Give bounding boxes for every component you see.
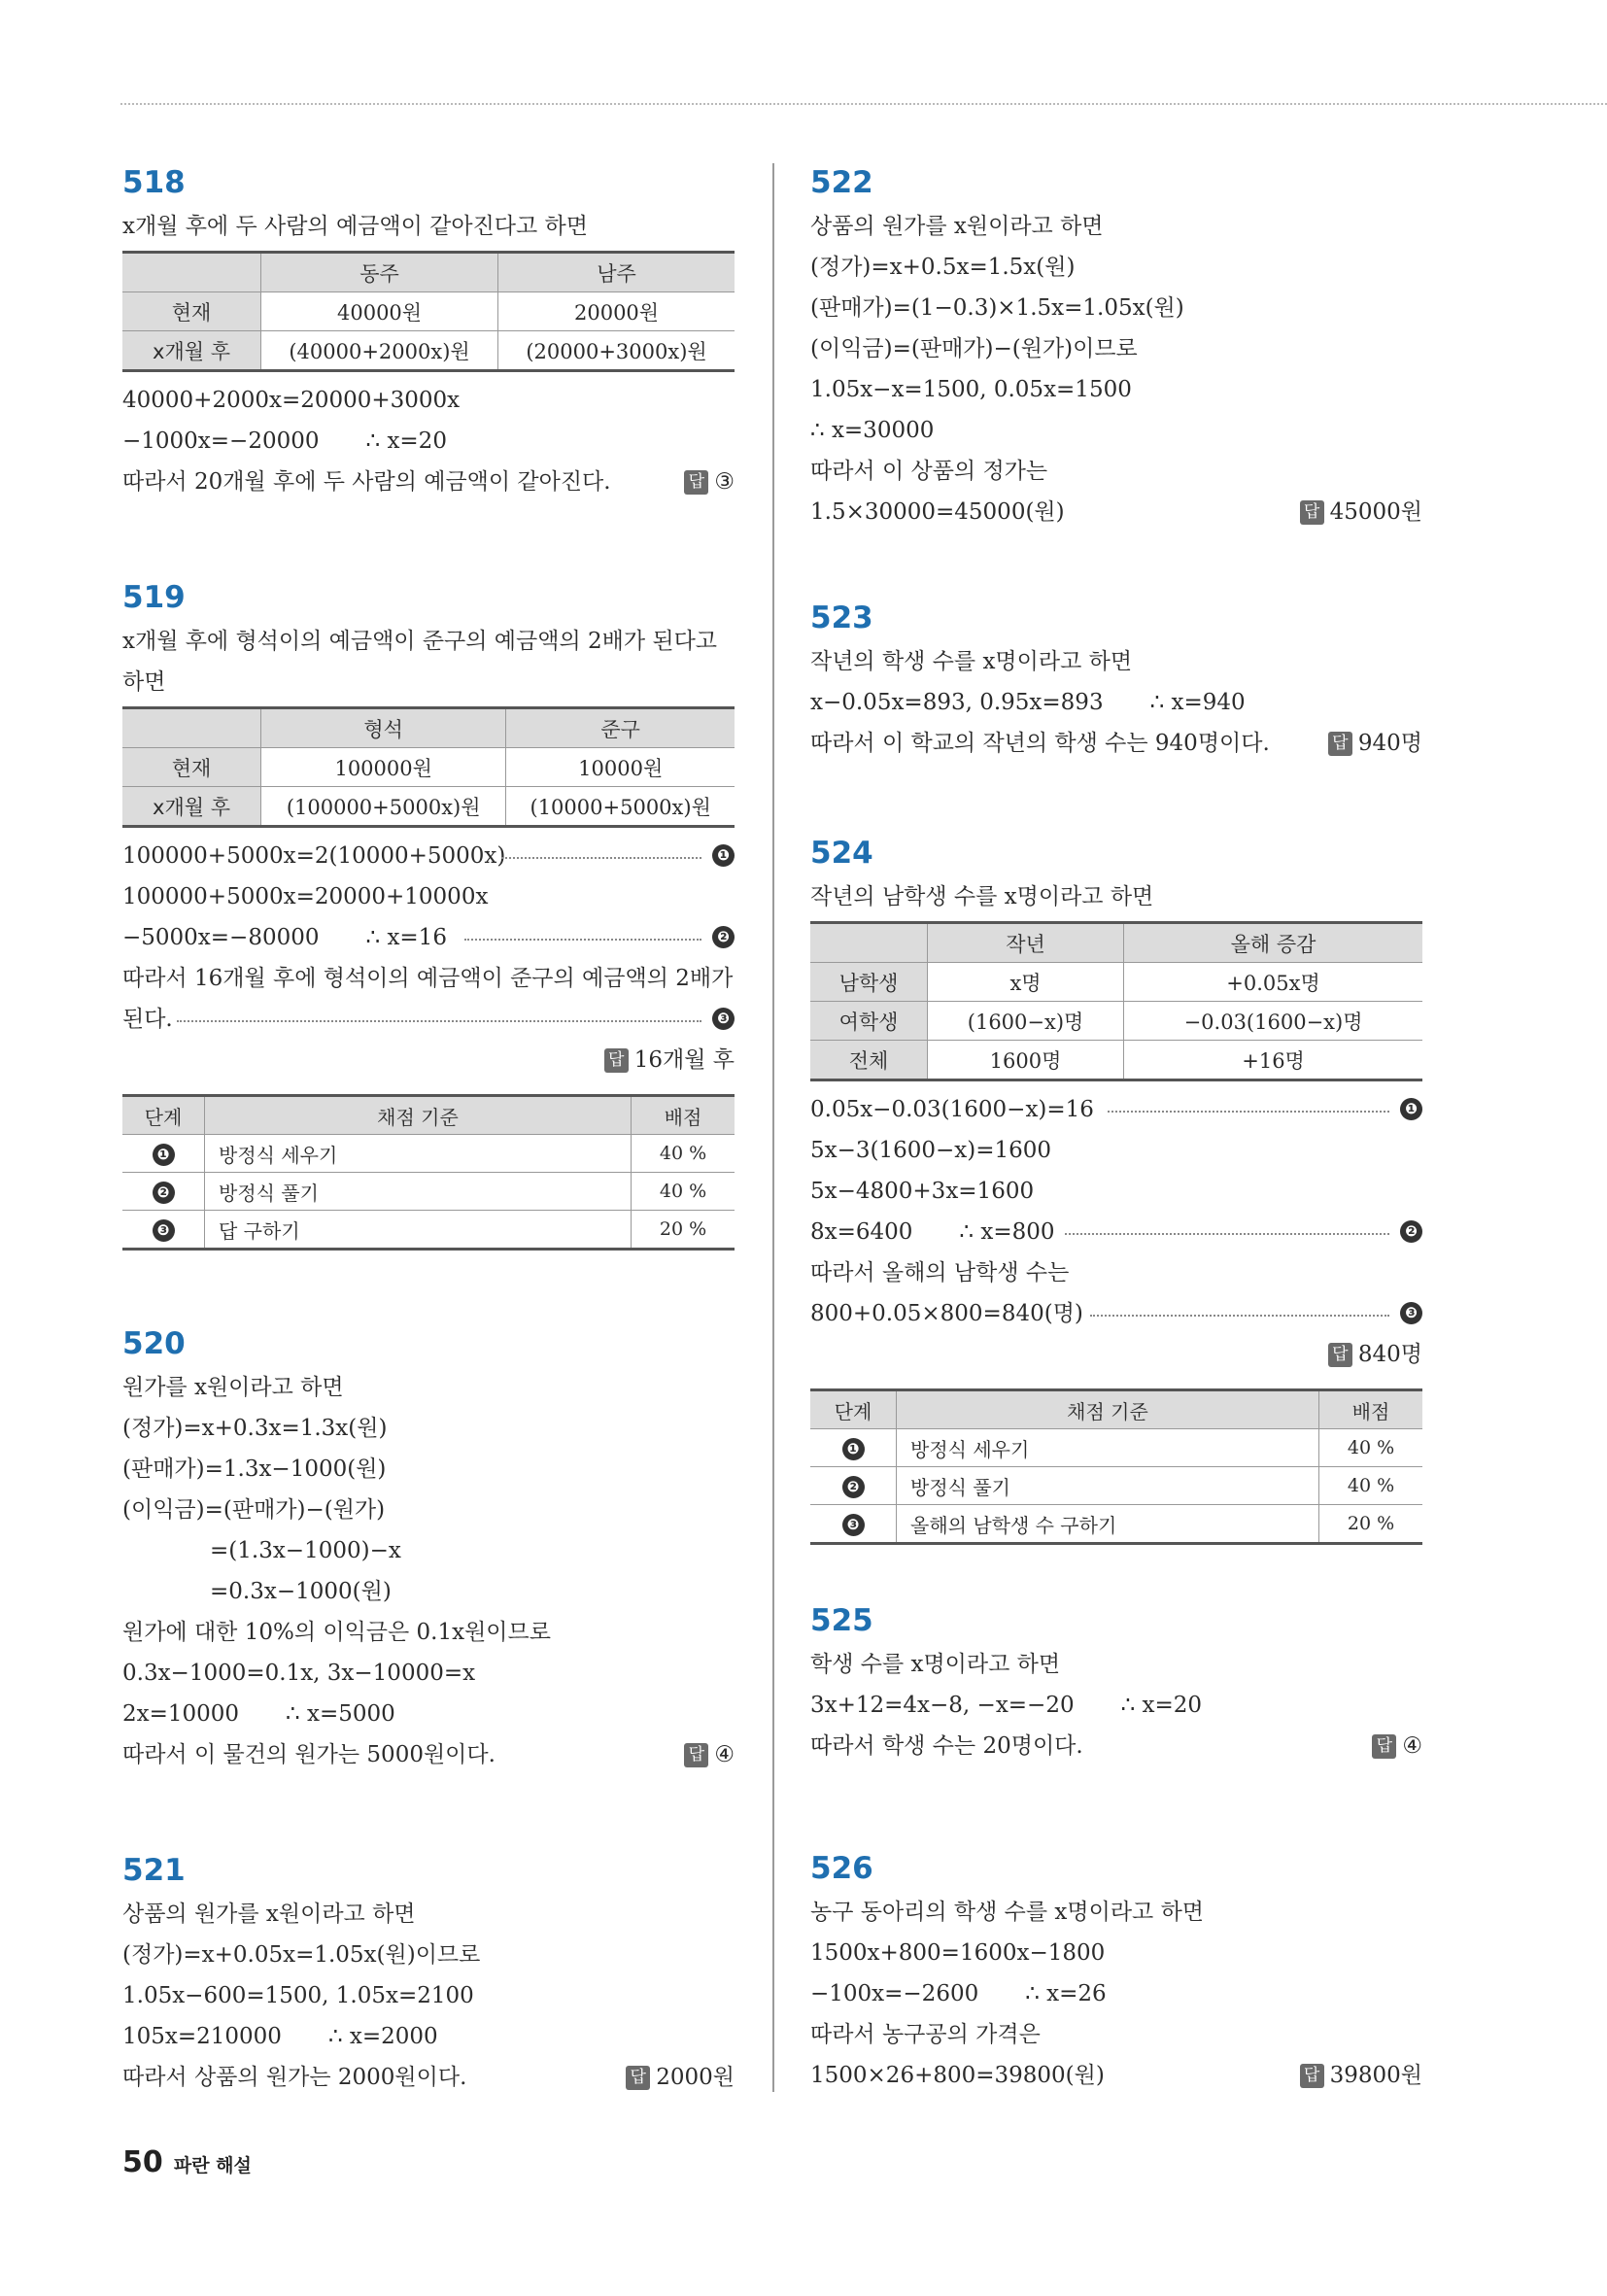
grading-table bbox=[810, 1388, 1422, 1545]
solution-line: (이익금)=(판매가)−(원가)이므로 bbox=[810, 336, 1138, 361]
table-cell: 방정식 세우기 bbox=[205, 1135, 632, 1173]
table-cell: 40 % bbox=[632, 1135, 735, 1173]
table-cell: (100000+5000x)원 bbox=[261, 787, 506, 827]
solution-line: −5000x=−80000 ∴ x=16 ❷ bbox=[122, 917, 735, 958]
answer: 답 2000원 bbox=[626, 2057, 735, 2098]
solution-line: x−0.05x=893, 0.95x=893 ∴ x=940 bbox=[810, 690, 1246, 715]
table-row bbox=[122, 787, 735, 827]
table-cell: 현재 bbox=[122, 748, 261, 787]
solution-line: 작년의 학생 수를 x명이라고 하면 bbox=[810, 649, 1133, 674]
solution-intro: x개월 후에 두 사람의 예금액이 같아진다고 하면 bbox=[122, 214, 588, 239]
solution-line: 105x=210000 ∴ x=2000 bbox=[122, 2024, 438, 2049]
table-cell: 답 구하기 bbox=[205, 1211, 632, 1250]
answer: 답 ④ bbox=[1372, 1726, 1422, 1766]
answer-tag: 답 bbox=[1300, 500, 1324, 525]
table-cell: (1600−x)명 bbox=[928, 1002, 1124, 1041]
table-cell: 남학생 bbox=[810, 963, 928, 1002]
problem-number: 524 bbox=[810, 836, 873, 871]
solution-line: −1000x=−20000 ∴ x=20 bbox=[122, 428, 447, 454]
table-row bbox=[810, 1505, 1422, 1544]
table-cell: x명 bbox=[928, 963, 1124, 1002]
solution-line: (판매가)=(1−0.3)×1.5x=1.05x(원) bbox=[810, 295, 1184, 321]
solution-line: 40000+2000x=20000+3000x bbox=[122, 388, 461, 413]
answer-tag: 답 bbox=[1328, 732, 1352, 756]
table-header: 형석 bbox=[261, 708, 506, 748]
answer: 답 39800원 bbox=[1300, 2055, 1422, 2096]
solution-line: (이익금)=(판매가)−(원가) bbox=[122, 1497, 386, 1523]
table-cell: 방정식 풀기 bbox=[205, 1173, 632, 1211]
table-row bbox=[122, 292, 735, 331]
table-header: 채점 기준 bbox=[205, 1096, 632, 1135]
table-cell: 40 % bbox=[1319, 1429, 1423, 1467]
solution-line: =0.3x−1000(원) bbox=[210, 1579, 392, 1604]
column-divider bbox=[772, 163, 774, 2092]
solution-line: (정가)=x+0.5x=1.5x(원) bbox=[810, 255, 1076, 280]
table-row bbox=[122, 1135, 735, 1173]
problem-525 bbox=[810, 1601, 1422, 1766]
table-cell: x개월 후 bbox=[122, 331, 261, 371]
solution-line: 상품의 원가를 x원이라고 하면 bbox=[810, 214, 1104, 239]
table-header bbox=[810, 923, 928, 963]
table-header: 단계 bbox=[122, 1096, 205, 1135]
table-header: 동주 bbox=[261, 253, 498, 292]
problem-number: 526 bbox=[810, 1851, 873, 1886]
table-cell: (40000+2000x)원 bbox=[261, 331, 498, 371]
savings-table bbox=[122, 706, 735, 828]
answer: 답 45000원 bbox=[1300, 492, 1422, 532]
answer: 답 16개월 후 bbox=[122, 1040, 735, 1080]
step-marker: ❸ bbox=[153, 1219, 175, 1242]
answer-tag: 답 bbox=[1328, 1343, 1352, 1367]
grading-table bbox=[122, 1094, 735, 1251]
students-table bbox=[810, 921, 1422, 1081]
solution-line: 8x=6400 ∴ x=800 ❷ bbox=[810, 1212, 1422, 1252]
step-marker: ❶ bbox=[1400, 1098, 1422, 1120]
solution-line: 5x−4800+3x=1600 bbox=[810, 1179, 1035, 1204]
answer-tag: 답 bbox=[604, 1048, 629, 1073]
solution-line: 따라서 이 학교의 작년의 학생 수는 940명이다. 답 940명 bbox=[810, 723, 1422, 764]
table-cell: 현재 bbox=[122, 292, 261, 331]
solution-line: 100000+5000x=2(10000+5000x) ❶ bbox=[122, 836, 735, 876]
table-row bbox=[810, 1429, 1422, 1467]
solution-line: 따라서 상품의 원가는 2000원이다. 답 2000원 bbox=[122, 2057, 735, 2098]
problem-519 bbox=[122, 578, 735, 1258]
solution-line: 상품의 원가를 x원이라고 하면 bbox=[122, 1902, 416, 1927]
header-dotted-rule bbox=[120, 103, 1607, 105]
savings-table bbox=[122, 251, 735, 372]
table-header: 남주 bbox=[498, 253, 735, 292]
table-cell: +16명 bbox=[1124, 1041, 1422, 1080]
answer: 답 840명 bbox=[810, 1334, 1422, 1375]
step-marker: ❸ bbox=[842, 1514, 865, 1536]
page-footer bbox=[122, 2145, 252, 2179]
solution-line: 800+0.05×800=840(명) ❸ bbox=[810, 1293, 1422, 1334]
table-header: 배점 bbox=[1319, 1390, 1423, 1429]
step-marker: ❶ bbox=[712, 844, 735, 867]
solution-line: (판매가)=1.3x−1000(원) bbox=[122, 1456, 387, 1482]
problem-number: 522 bbox=[810, 165, 873, 200]
table-cell: 20 % bbox=[632, 1211, 735, 1250]
answer-tag: 답 bbox=[684, 470, 708, 495]
table-cell: 1600명 bbox=[928, 1041, 1124, 1080]
solution-line: 100000+5000x=20000+10000x bbox=[122, 884, 489, 909]
solution-line: 따라서 20개월 후에 두 사람의 예금액이 같아진다. 답 ③ bbox=[122, 462, 735, 502]
table-cell: 40 % bbox=[1319, 1467, 1423, 1505]
problem-number: 520 bbox=[122, 1326, 186, 1361]
table-header: 준구 bbox=[506, 708, 735, 748]
problem-number: 525 bbox=[810, 1603, 873, 1638]
answer: 답 940명 bbox=[1328, 723, 1422, 764]
step-marker: ❶ bbox=[842, 1438, 865, 1460]
table-row bbox=[122, 748, 735, 787]
solution-line: 0.05x−0.03(1600−x)=16 ❶ bbox=[810, 1089, 1422, 1130]
table-row bbox=[122, 331, 735, 371]
solution-line: 따라서 이 상품의 정가는 bbox=[810, 459, 1048, 484]
step-marker: ❸ bbox=[712, 1008, 735, 1030]
solution-line: 농구 동아리의 학생 수를 x명이라고 하면 bbox=[810, 1900, 1205, 1925]
problem-518 bbox=[122, 163, 735, 502]
table-cell: 여학생 bbox=[810, 1002, 928, 1041]
table-header bbox=[122, 253, 261, 292]
step-marker: ❷ bbox=[153, 1182, 175, 1204]
table-row bbox=[122, 1173, 735, 1211]
table-header: 올해 증감 bbox=[1124, 923, 1422, 963]
problem-number: 518 bbox=[122, 165, 186, 200]
table-cell: 40000원 bbox=[261, 292, 498, 331]
table-cell: +0.05x명 bbox=[1124, 963, 1422, 1002]
solution-intro: 하면 bbox=[122, 669, 166, 695]
table-row bbox=[810, 963, 1422, 1002]
answer-tag: 답 bbox=[684, 1743, 708, 1767]
solution-line: 따라서 올해의 남학생 수는 bbox=[810, 1260, 1070, 1285]
solution-line: 1500×26+800=39800(원) 답 39800원 bbox=[810, 2055, 1422, 2096]
solution-intro: 작년의 남학생 수를 x명이라고 하면 bbox=[810, 884, 1154, 909]
table-cell: 40 % bbox=[632, 1173, 735, 1211]
table-cell: 전체 bbox=[810, 1041, 928, 1080]
solution-line: =(1.3x−1000)−x bbox=[210, 1538, 401, 1563]
problem-number: 523 bbox=[810, 600, 873, 635]
table-header: 채점 기준 bbox=[897, 1390, 1319, 1429]
solution-line: 따라서 이 물건의 원가는 5000원이다. 답 ④ bbox=[122, 1734, 735, 1775]
table-row bbox=[810, 1002, 1422, 1041]
answer-tag: 답 bbox=[1300, 2064, 1324, 2088]
table-cell: (20000+3000x)원 bbox=[498, 331, 735, 371]
table-header: 배점 bbox=[632, 1096, 735, 1135]
page-number: 50 bbox=[122, 2145, 163, 2179]
answer: 답 ④ bbox=[684, 1734, 735, 1775]
problem-number: 519 bbox=[122, 580, 186, 615]
answer-tag: 답 bbox=[1372, 1734, 1396, 1759]
solution-line: 학생 수를 x명이라고 하면 bbox=[810, 1652, 1061, 1677]
answer: 답 ③ bbox=[684, 462, 735, 502]
table-header: 작년 bbox=[928, 923, 1124, 963]
answer-tag: 답 bbox=[626, 2066, 650, 2090]
problem-524 bbox=[810, 834, 1422, 1553]
solution-line: 따라서 학생 수는 20명이다. 답 ④ bbox=[810, 1726, 1422, 1766]
solution-line: 1.05x−x=1500, 0.05x=1500 bbox=[810, 377, 1132, 402]
table-row bbox=[810, 1041, 1422, 1080]
step-marker: ❷ bbox=[1400, 1220, 1422, 1243]
solution-line: 5x−3(1600−x)=1600 bbox=[810, 1138, 1052, 1163]
step-marker: ❷ bbox=[712, 926, 735, 948]
solution-line: 따라서 농구공의 가격은 bbox=[810, 2022, 1041, 2047]
table-row bbox=[810, 1467, 1422, 1505]
solution-line: 2x=10000 ∴ x=5000 bbox=[122, 1701, 395, 1727]
solution-line: 원가에 대한 10%의 이익금은 0.1x원이므로 bbox=[122, 1620, 551, 1645]
table-cell: 10000원 bbox=[506, 748, 735, 787]
table-cell: 20000원 bbox=[498, 292, 735, 331]
solution-line: ∴ x=30000 bbox=[810, 418, 935, 443]
solution-line: 0.3x−1000=0.1x, 3x−10000=x bbox=[122, 1661, 476, 1686]
step-marker: ❷ bbox=[842, 1476, 865, 1498]
solution-line: −100x=−2600 ∴ x=26 bbox=[810, 1981, 1107, 2006]
table-cell: 20 % bbox=[1319, 1505, 1423, 1544]
table-cell: 올해의 남학생 수 구하기 bbox=[897, 1505, 1319, 1544]
problem-520 bbox=[122, 1324, 735, 1775]
solution-intro: x개월 후에 형석이의 예금액이 준구의 예금액의 2배가 된다고 bbox=[122, 629, 718, 654]
problem-522 bbox=[810, 163, 1422, 532]
solution-line: 원가를 x원이라고 하면 bbox=[122, 1375, 344, 1400]
solution-line: 1.5×30000=45000(원) 답 45000원 bbox=[810, 492, 1422, 532]
table-header bbox=[122, 708, 261, 748]
solution-line: 된다. ❸ bbox=[122, 999, 735, 1040]
table-cell: 방정식 세우기 bbox=[897, 1429, 1319, 1467]
table-header: 단계 bbox=[810, 1390, 897, 1429]
table-cell: 방정식 풀기 bbox=[897, 1467, 1319, 1505]
solution-line: (정가)=x+0.05x=1.05x(원)이므로 bbox=[122, 1942, 481, 1968]
problem-523 bbox=[810, 599, 1422, 764]
solution-line: (정가)=x+0.3x=1.3x(원) bbox=[122, 1416, 388, 1441]
solution-line: 1500x+800=1600x−1800 bbox=[810, 1940, 1106, 1966]
step-marker: ❶ bbox=[153, 1144, 175, 1166]
table-cell: x개월 후 bbox=[122, 787, 261, 827]
problem-521 bbox=[122, 1851, 735, 2098]
table-cell: 100000원 bbox=[261, 748, 506, 787]
book-title: 파란 해설 bbox=[173, 2155, 252, 2176]
solution-line: 따라서 16개월 후에 형석이의 예금액이 준구의 예금액의 2배가 bbox=[122, 966, 734, 991]
problem-526 bbox=[810, 1849, 1422, 2096]
problem-number: 521 bbox=[122, 1853, 186, 1888]
solution-line: 1.05x−600=1500, 1.05x=2100 bbox=[122, 1983, 474, 2008]
solution-line: 3x+12=4x−8, −x=−20 ∴ x=20 bbox=[810, 1693, 1203, 1718]
table-cell: −0.03(1600−x)명 bbox=[1124, 1002, 1422, 1041]
table-row bbox=[122, 1211, 735, 1250]
table-cell: (10000+5000x)원 bbox=[506, 787, 735, 827]
step-marker: ❸ bbox=[1400, 1302, 1422, 1324]
